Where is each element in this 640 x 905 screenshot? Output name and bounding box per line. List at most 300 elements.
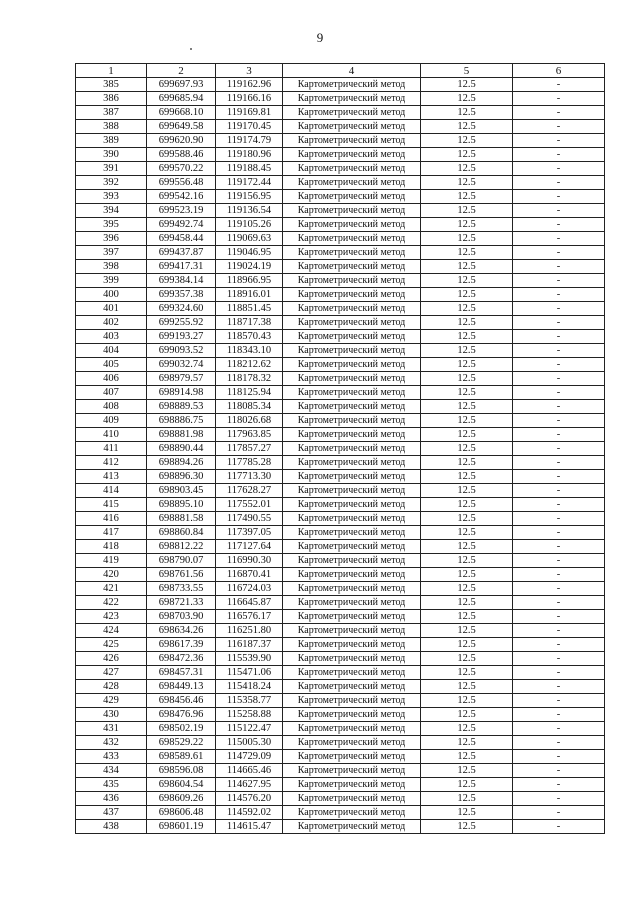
point-number-cell: 424	[76, 624, 147, 638]
description-cell: -	[513, 470, 605, 484]
precision-cell: 12.5	[421, 176, 513, 190]
x-coordinate-cell: 698979.57	[147, 372, 216, 386]
x-coordinate-cell: 698472.36	[147, 652, 216, 666]
point-number-cell: 389	[76, 134, 147, 148]
precision-cell: 12.5	[421, 778, 513, 792]
x-coordinate-cell: 698529.22	[147, 736, 216, 750]
method-cell: Картометрический метод	[283, 246, 421, 260]
point-number-cell: 418	[76, 540, 147, 554]
x-coordinate-cell: 698476.96	[147, 708, 216, 722]
point-number-cell: 428	[76, 680, 147, 694]
y-coordinate-cell: 119172.44	[216, 176, 283, 190]
y-coordinate-cell: 117785.28	[216, 456, 283, 470]
table-row	[76, 498, 605, 512]
x-coordinate-cell: 699542.16	[147, 190, 216, 204]
table-row	[76, 218, 605, 232]
header-col-1: 1	[76, 64, 147, 78]
table-row	[76, 470, 605, 484]
table-row	[76, 694, 605, 708]
y-coordinate-cell: 117713.30	[216, 470, 283, 484]
point-number-cell: 396	[76, 232, 147, 246]
method-cell: Картометрический метод	[283, 456, 421, 470]
precision-cell: 12.5	[421, 148, 513, 162]
description-cell: -	[513, 568, 605, 582]
precision-cell: 12.5	[421, 400, 513, 414]
description-cell: -	[513, 316, 605, 330]
method-cell: Картометрический метод	[283, 120, 421, 134]
y-coordinate-cell: 118916.01	[216, 288, 283, 302]
description-cell: -	[513, 218, 605, 232]
table-row	[76, 736, 605, 750]
method-cell: Картометрический метод	[283, 218, 421, 232]
x-coordinate-cell: 699685.94	[147, 92, 216, 106]
method-cell: Картометрический метод	[283, 92, 421, 106]
x-coordinate-cell: 698617.39	[147, 638, 216, 652]
description-cell: -	[513, 442, 605, 456]
precision-cell: 12.5	[421, 750, 513, 764]
table-row	[76, 708, 605, 722]
point-number-cell: 387	[76, 106, 147, 120]
table-row	[76, 246, 605, 260]
x-coordinate-cell: 698703.90	[147, 610, 216, 624]
header-col-2: 2	[147, 64, 216, 78]
table-row	[76, 456, 605, 470]
point-number-cell: 411	[76, 442, 147, 456]
x-coordinate-cell: 699093.52	[147, 344, 216, 358]
point-number-cell: 433	[76, 750, 147, 764]
point-number-cell: 397	[76, 246, 147, 260]
point-number-cell: 408	[76, 400, 147, 414]
table-row	[76, 260, 605, 274]
point-number-cell: 391	[76, 162, 147, 176]
description-cell: -	[513, 498, 605, 512]
precision-cell: 12.5	[421, 624, 513, 638]
precision-cell: 12.5	[421, 372, 513, 386]
y-coordinate-cell: 116576.17	[216, 610, 283, 624]
x-coordinate-cell: 698589.61	[147, 750, 216, 764]
y-coordinate-cell: 114665.46	[216, 764, 283, 778]
method-cell: Картометрический метод	[283, 106, 421, 120]
precision-cell: 12.5	[421, 442, 513, 456]
method-cell: Картометрический метод	[283, 708, 421, 722]
point-number-cell: 425	[76, 638, 147, 652]
precision-cell: 12.5	[421, 694, 513, 708]
table-row	[76, 386, 605, 400]
precision-cell: 12.5	[421, 288, 513, 302]
point-number-cell: 414	[76, 484, 147, 498]
method-cell: Картометрический метод	[283, 540, 421, 554]
precision-cell: 12.5	[421, 120, 513, 134]
x-coordinate-cell: 699255.92	[147, 316, 216, 330]
precision-cell: 12.5	[421, 204, 513, 218]
description-cell: -	[513, 302, 605, 316]
y-coordinate-cell: 118966.95	[216, 274, 283, 288]
precision-cell: 12.5	[421, 414, 513, 428]
description-cell: -	[513, 512, 605, 526]
point-number-cell: 421	[76, 582, 147, 596]
table-row	[76, 204, 605, 218]
point-number-cell: 420	[76, 568, 147, 582]
y-coordinate-cell: 116870.41	[216, 568, 283, 582]
description-cell: -	[513, 204, 605, 218]
description-cell: -	[513, 596, 605, 610]
description-cell: -	[513, 736, 605, 750]
y-coordinate-cell: 117628.27	[216, 484, 283, 498]
table-row	[76, 582, 605, 596]
point-number-cell: 403	[76, 330, 147, 344]
y-coordinate-cell: 118026.68	[216, 414, 283, 428]
method-cell: Картометрический метод	[283, 176, 421, 190]
point-number-cell: 413	[76, 470, 147, 484]
x-coordinate-cell: 699697.93	[147, 78, 216, 92]
y-coordinate-cell: 119170.45	[216, 120, 283, 134]
point-number-cell: 405	[76, 358, 147, 372]
table-row	[76, 92, 605, 106]
description-cell: -	[513, 344, 605, 358]
y-coordinate-cell: 119180.96	[216, 148, 283, 162]
y-coordinate-cell: 115122.47	[216, 722, 283, 736]
y-coordinate-cell: 116187.37	[216, 638, 283, 652]
table-row	[76, 806, 605, 820]
precision-cell: 12.5	[421, 708, 513, 722]
precision-cell: 12.5	[421, 302, 513, 316]
x-coordinate-cell: 698457.31	[147, 666, 216, 680]
method-cell: Картометрический метод	[283, 274, 421, 288]
y-coordinate-cell: 119156.95	[216, 190, 283, 204]
y-coordinate-cell: 114615.47	[216, 820, 283, 834]
scan-speck	[190, 48, 192, 50]
table-row	[76, 820, 605, 834]
x-coordinate-cell: 698761.56	[147, 568, 216, 582]
precision-cell: 12.5	[421, 232, 513, 246]
description-cell: -	[513, 554, 605, 568]
precision-cell: 12.5	[421, 540, 513, 554]
point-number-cell: 394	[76, 204, 147, 218]
method-cell: Картометрический метод	[283, 344, 421, 358]
table-row	[76, 442, 605, 456]
y-coordinate-cell: 115471.06	[216, 666, 283, 680]
x-coordinate-cell: 698890.44	[147, 442, 216, 456]
table-row	[76, 428, 605, 442]
description-cell: -	[513, 78, 605, 92]
x-coordinate-cell: 699357.38	[147, 288, 216, 302]
table-row	[76, 176, 605, 190]
y-coordinate-cell: 119136.54	[216, 204, 283, 218]
y-coordinate-cell: 119169.81	[216, 106, 283, 120]
table-row	[76, 750, 605, 764]
precision-cell: 12.5	[421, 358, 513, 372]
point-number-cell: 386	[76, 92, 147, 106]
x-coordinate-cell: 698721.33	[147, 596, 216, 610]
table-row	[76, 372, 605, 386]
y-coordinate-cell: 118212.62	[216, 358, 283, 372]
description-cell: -	[513, 260, 605, 274]
precision-cell: 12.5	[421, 652, 513, 666]
method-cell: Картометрический метод	[283, 722, 421, 736]
method-cell: Картометрический метод	[283, 204, 421, 218]
description-cell: -	[513, 162, 605, 176]
x-coordinate-cell: 698881.58	[147, 512, 216, 526]
description-cell: -	[513, 694, 605, 708]
point-number-cell: 395	[76, 218, 147, 232]
x-coordinate-cell: 699437.87	[147, 246, 216, 260]
point-number-cell: 436	[76, 792, 147, 806]
header-col-3: 3	[216, 64, 283, 78]
table-row	[76, 288, 605, 302]
precision-cell: 12.5	[421, 428, 513, 442]
table-row	[76, 400, 605, 414]
description-cell: -	[513, 456, 605, 470]
method-cell: Картометрический метод	[283, 260, 421, 274]
point-number-cell: 390	[76, 148, 147, 162]
table-body	[76, 78, 605, 834]
x-coordinate-cell: 698903.45	[147, 484, 216, 498]
method-cell: Картометрический метод	[283, 288, 421, 302]
precision-cell: 12.5	[421, 736, 513, 750]
header-col-4: 4	[283, 64, 421, 78]
table-row	[76, 540, 605, 554]
method-cell: Картометрический метод	[283, 568, 421, 582]
y-coordinate-cell: 116990.30	[216, 554, 283, 568]
table-row	[76, 610, 605, 624]
table-row	[76, 330, 605, 344]
description-cell: -	[513, 582, 605, 596]
table-row	[76, 120, 605, 134]
description-cell: -	[513, 526, 605, 540]
method-cell: Картометрический метод	[283, 162, 421, 176]
table-row	[76, 484, 605, 498]
y-coordinate-cell: 114729.09	[216, 750, 283, 764]
y-coordinate-cell: 116251.80	[216, 624, 283, 638]
y-coordinate-cell: 118570.43	[216, 330, 283, 344]
y-coordinate-cell: 118085.34	[216, 400, 283, 414]
precision-cell: 12.5	[421, 316, 513, 330]
precision-cell: 12.5	[421, 666, 513, 680]
description-cell: -	[513, 148, 605, 162]
method-cell: Картометрический метод	[283, 666, 421, 680]
precision-cell: 12.5	[421, 470, 513, 484]
table-row	[76, 302, 605, 316]
point-number-cell: 412	[76, 456, 147, 470]
point-number-cell: 400	[76, 288, 147, 302]
description-cell: -	[513, 92, 605, 106]
x-coordinate-cell: 699570.22	[147, 162, 216, 176]
precision-cell: 12.5	[421, 344, 513, 358]
table-row	[76, 316, 605, 330]
method-cell: Картометрический метод	[283, 442, 421, 456]
method-cell: Картометрический метод	[283, 302, 421, 316]
method-cell: Картометрический метод	[283, 428, 421, 442]
table-row	[76, 764, 605, 778]
point-number-cell: 431	[76, 722, 147, 736]
precision-cell: 12.5	[421, 134, 513, 148]
page-number: 9	[316, 30, 324, 45]
description-cell: -	[513, 792, 605, 806]
y-coordinate-cell: 119024.19	[216, 260, 283, 274]
x-coordinate-cell: 698914.98	[147, 386, 216, 400]
x-coordinate-cell: 698790.07	[147, 554, 216, 568]
precision-cell: 12.5	[421, 162, 513, 176]
table-row	[76, 358, 605, 372]
y-coordinate-cell: 118851.45	[216, 302, 283, 316]
precision-cell: 12.5	[421, 106, 513, 120]
y-coordinate-cell: 114627.95	[216, 778, 283, 792]
description-cell: -	[513, 806, 605, 820]
precision-cell: 12.5	[421, 526, 513, 540]
point-number-cell: 406	[76, 372, 147, 386]
description-cell: -	[513, 666, 605, 680]
description-cell: -	[513, 134, 605, 148]
precision-cell: 12.5	[421, 722, 513, 736]
x-coordinate-cell: 699649.58	[147, 120, 216, 134]
method-cell: Картометрический метод	[283, 736, 421, 750]
description-cell: -	[513, 288, 605, 302]
table-row	[76, 190, 605, 204]
y-coordinate-cell: 118178.32	[216, 372, 283, 386]
x-coordinate-cell: 698596.08	[147, 764, 216, 778]
description-cell: -	[513, 680, 605, 694]
table-row	[76, 554, 605, 568]
description-cell: -	[513, 778, 605, 792]
x-coordinate-cell: 698889.53	[147, 400, 216, 414]
description-cell: -	[513, 652, 605, 666]
y-coordinate-cell: 117397.05	[216, 526, 283, 540]
x-coordinate-cell: 698733.55	[147, 582, 216, 596]
point-number-cell: 415	[76, 498, 147, 512]
y-coordinate-cell: 115005.30	[216, 736, 283, 750]
description-cell: -	[513, 708, 605, 722]
method-cell: Картометрический метод	[283, 134, 421, 148]
description-cell: -	[513, 330, 605, 344]
point-number-cell: 407	[76, 386, 147, 400]
point-number-cell: 417	[76, 526, 147, 540]
description-cell: -	[513, 386, 605, 400]
x-coordinate-cell: 698601.19	[147, 820, 216, 834]
x-coordinate-cell: 699417.31	[147, 260, 216, 274]
y-coordinate-cell: 117490.55	[216, 512, 283, 526]
description-cell: -	[513, 484, 605, 498]
precision-cell: 12.5	[421, 596, 513, 610]
method-cell: Картометрический метод	[283, 624, 421, 638]
point-number-cell: 426	[76, 652, 147, 666]
precision-cell: 12.5	[421, 92, 513, 106]
precision-cell: 12.5	[421, 190, 513, 204]
x-coordinate-cell: 699458.44	[147, 232, 216, 246]
method-cell: Картометрический метод	[283, 554, 421, 568]
description-cell: -	[513, 106, 605, 120]
table-row	[76, 106, 605, 120]
point-number-cell: 385	[76, 78, 147, 92]
description-cell: -	[513, 246, 605, 260]
x-coordinate-cell: 698896.30	[147, 470, 216, 484]
description-cell: -	[513, 358, 605, 372]
y-coordinate-cell: 115418.24	[216, 680, 283, 694]
precision-cell: 12.5	[421, 484, 513, 498]
x-coordinate-cell: 699384.14	[147, 274, 216, 288]
method-cell: Картометрический метод	[283, 498, 421, 512]
description-cell: -	[513, 610, 605, 624]
precision-cell: 12.5	[421, 820, 513, 834]
point-number-cell: 393	[76, 190, 147, 204]
point-number-cell: 416	[76, 512, 147, 526]
y-coordinate-cell: 119174.79	[216, 134, 283, 148]
description-cell: -	[513, 400, 605, 414]
y-coordinate-cell: 119105.26	[216, 218, 283, 232]
header-row	[76, 64, 605, 78]
description-cell: -	[513, 190, 605, 204]
description-cell: -	[513, 624, 605, 638]
precision-cell: 12.5	[421, 78, 513, 92]
table-row	[76, 596, 605, 610]
table-row	[76, 652, 605, 666]
y-coordinate-cell: 115258.88	[216, 708, 283, 722]
table-row	[76, 778, 605, 792]
table-row	[76, 232, 605, 246]
x-coordinate-cell: 699324.60	[147, 302, 216, 316]
y-coordinate-cell: 117552.01	[216, 498, 283, 512]
precision-cell: 12.5	[421, 456, 513, 470]
method-cell: Картометрический метод	[283, 358, 421, 372]
precision-cell: 12.5	[421, 680, 513, 694]
point-number-cell: 392	[76, 176, 147, 190]
method-cell: Картометрический метод	[283, 792, 421, 806]
table-row	[76, 134, 605, 148]
y-coordinate-cell: 115539.90	[216, 652, 283, 666]
precision-cell: 12.5	[421, 764, 513, 778]
y-coordinate-cell: 119069.63	[216, 232, 283, 246]
y-coordinate-cell: 119162.96	[216, 78, 283, 92]
description-cell: -	[513, 176, 605, 190]
y-coordinate-cell: 115358.77	[216, 694, 283, 708]
point-number-cell: 429	[76, 694, 147, 708]
table-row	[76, 274, 605, 288]
x-coordinate-cell: 698502.19	[147, 722, 216, 736]
y-coordinate-cell: 116645.87	[216, 596, 283, 610]
x-coordinate-cell: 698886.75	[147, 414, 216, 428]
y-coordinate-cell: 118125.94	[216, 386, 283, 400]
method-cell: Картометрический метод	[283, 330, 421, 344]
method-cell: Картометрический метод	[283, 764, 421, 778]
x-coordinate-cell: 699032.74	[147, 358, 216, 372]
precision-cell: 12.5	[421, 792, 513, 806]
y-coordinate-cell: 116724.03	[216, 582, 283, 596]
point-number-cell: 438	[76, 820, 147, 834]
x-coordinate-cell: 698895.10	[147, 498, 216, 512]
description-cell: -	[513, 428, 605, 442]
method-cell: Картометрический метод	[283, 512, 421, 526]
table-row	[76, 162, 605, 176]
precision-cell: 12.5	[421, 246, 513, 260]
description-cell: -	[513, 232, 605, 246]
x-coordinate-cell: 699588.46	[147, 148, 216, 162]
x-coordinate-cell: 699523.19	[147, 204, 216, 218]
coordinates-table	[75, 63, 605, 834]
precision-cell: 12.5	[421, 638, 513, 652]
point-number-cell: 388	[76, 120, 147, 134]
method-cell: Картометрический метод	[283, 386, 421, 400]
precision-cell: 12.5	[421, 330, 513, 344]
y-coordinate-cell: 117127.64	[216, 540, 283, 554]
method-cell: Картометрический метод	[283, 806, 421, 820]
table-row	[76, 624, 605, 638]
precision-cell: 12.5	[421, 554, 513, 568]
x-coordinate-cell: 698894.26	[147, 456, 216, 470]
method-cell: Картометрический метод	[283, 400, 421, 414]
table-row	[76, 680, 605, 694]
point-number-cell: 404	[76, 344, 147, 358]
precision-cell: 12.5	[421, 568, 513, 582]
method-cell: Картометрический метод	[283, 414, 421, 428]
